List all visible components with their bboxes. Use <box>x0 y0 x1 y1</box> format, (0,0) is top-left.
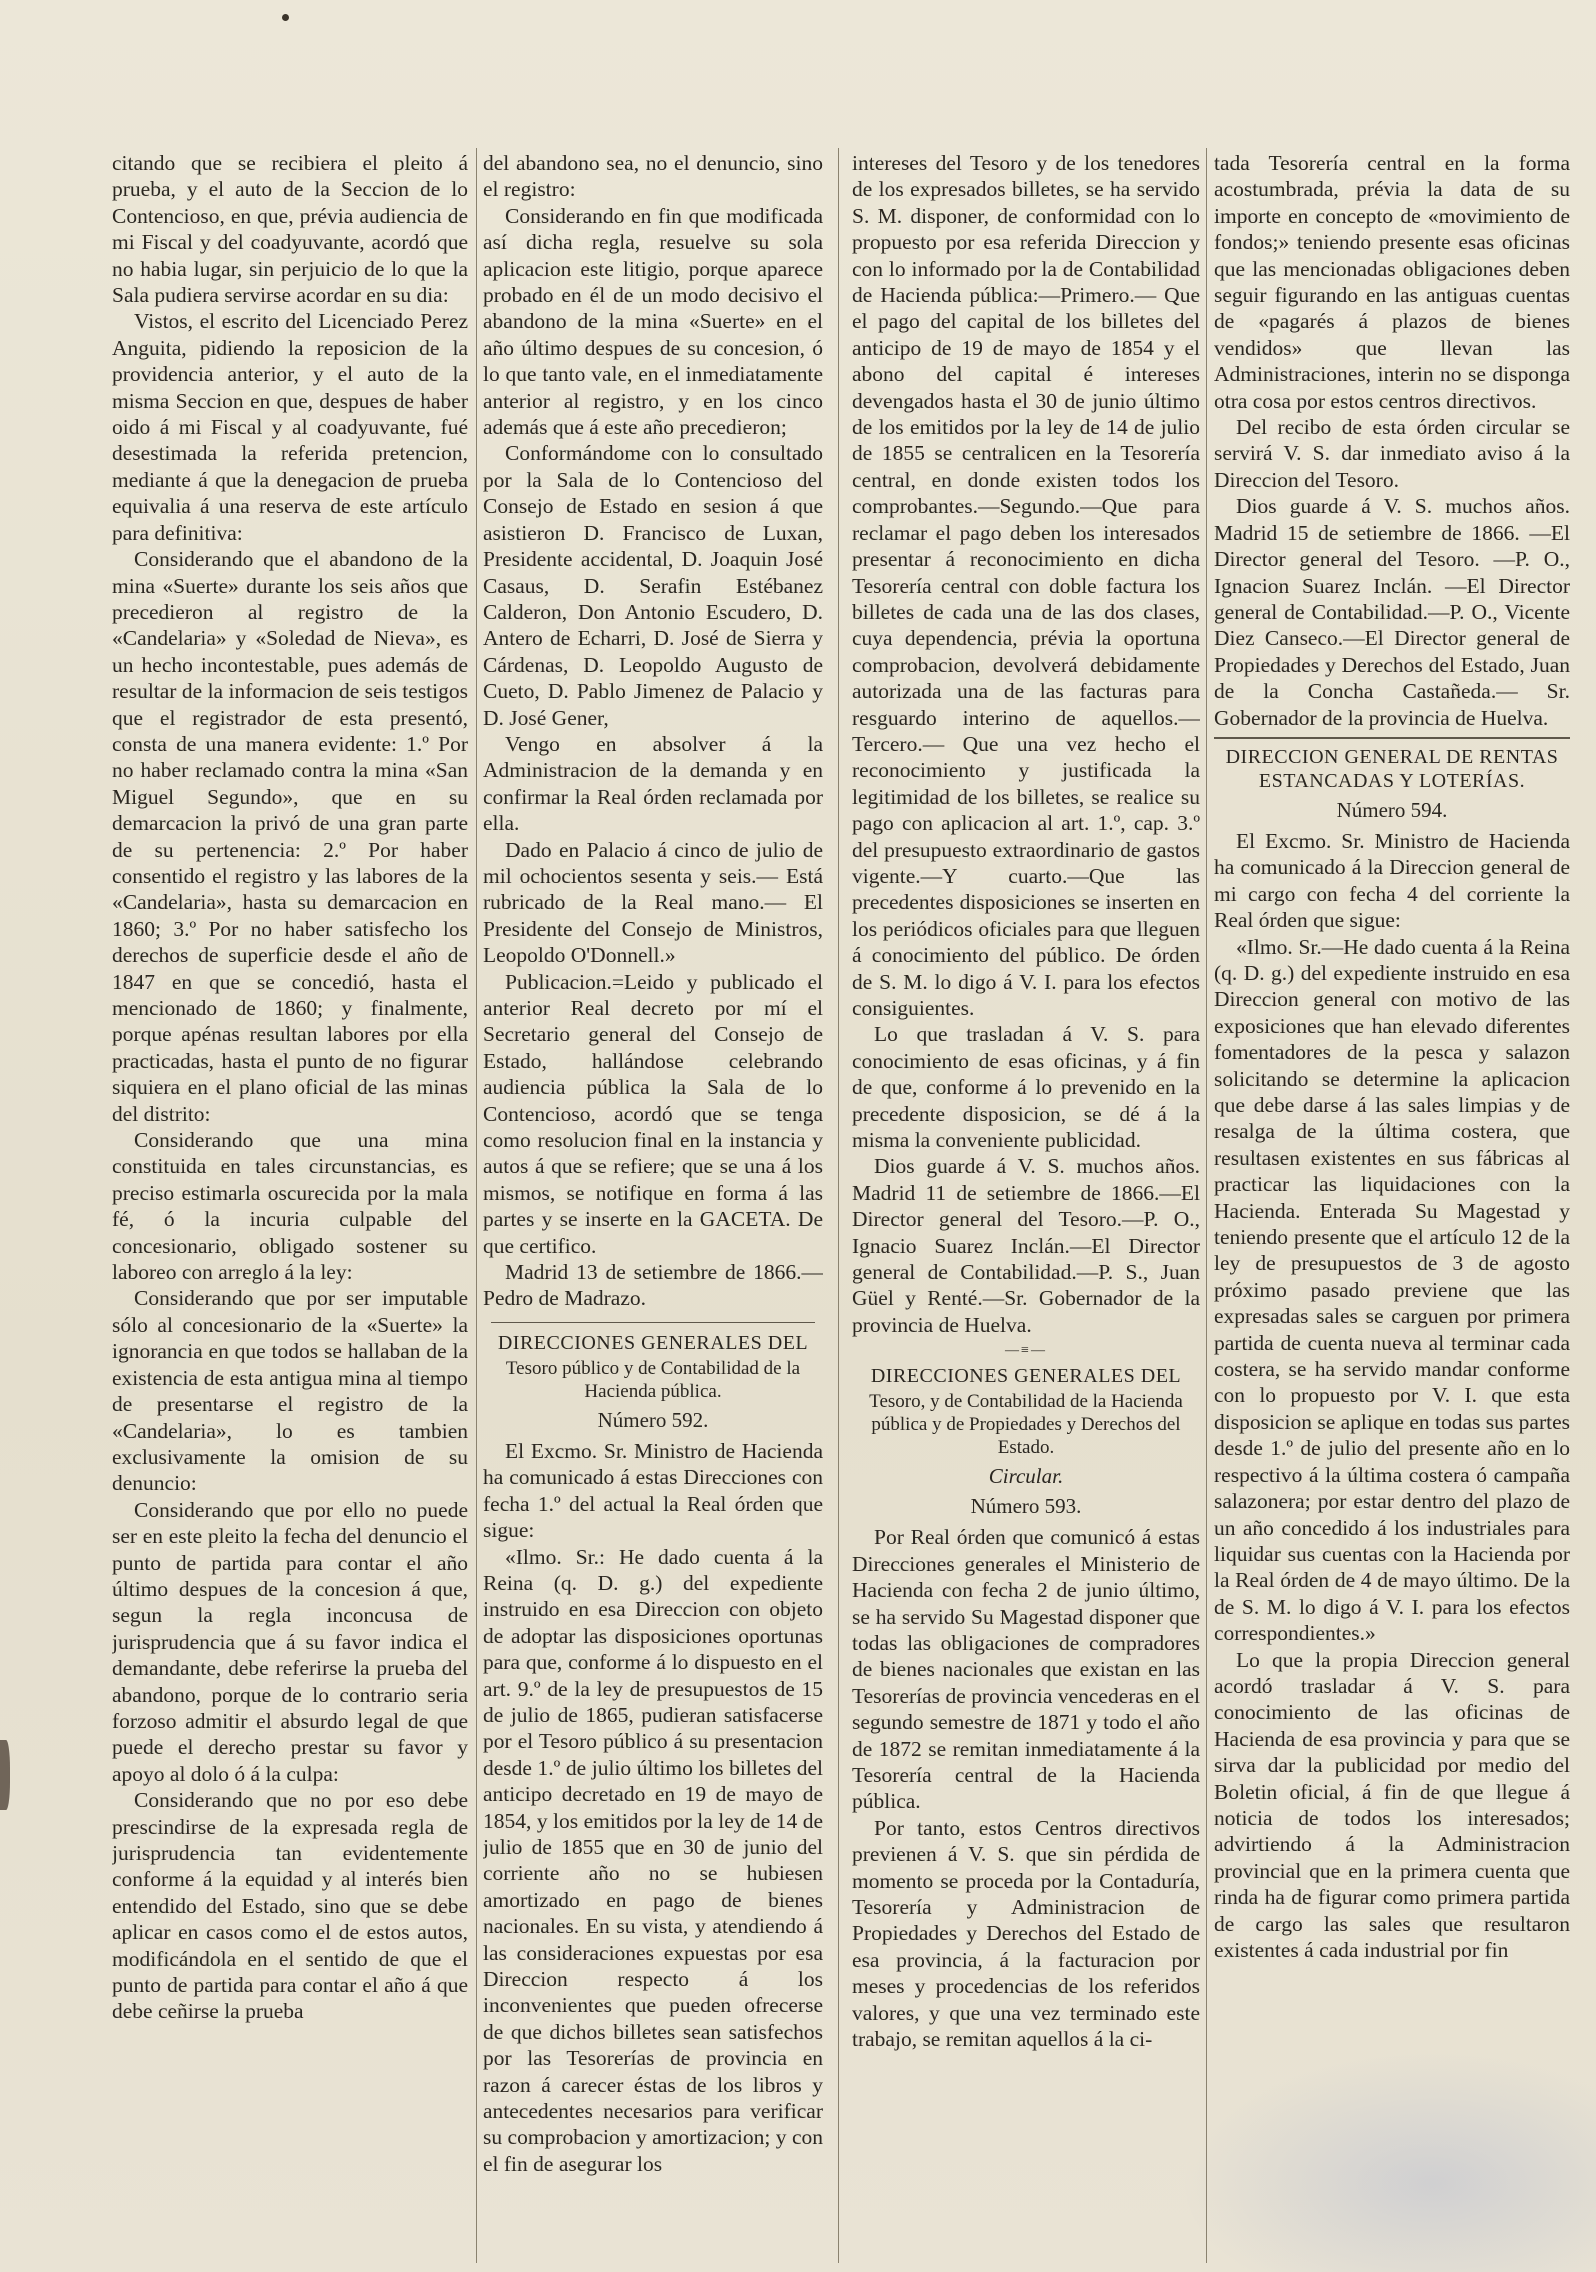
section-divider <box>491 1322 815 1323</box>
paragraph: Dado en Palacio á cinco de julio de mil ochocientos sesenta y seis.— Está rubricado de la Real mano.— El Presidente del Consejo de Ministros, Leopoldo O'Donnell.» <box>483 837 823 968</box>
paragraph: El Excmo. Sr. Ministro de Hacienda ha comunicado á estas Direcciones con fecha 1.º del actual la Real órden que sigue: <box>483 1438 823 1543</box>
paragraph: Considerando que por ello no puede ser en este pleito la fecha del denuncio el punto de partida para contar el año último despues de la concesion á que, segun la regla inconcusa de jurisprudencia que á su favor indica el demandante, debe referirse la prueba del abandono, porque de lo contrario seria forzoso admitir el absurdo legal de que puede el derecho prestar su favor y apoyo al dolo ó á la culpa: <box>112 1497 468 1786</box>
paragraph: Lo que trasladan á V. S. para conocimiento de esas oficinas, y á fin de que, conforme á lo prevenido en la precedente disposicion, se dé á la misma la conveniente publicidad. <box>852 1022 1200 1153</box>
section-subheading: Tesoro público y de Contabilidad de la Hacienda pública. <box>505 1357 801 1402</box>
paragraph: Lo que la propia Direccion general acordó trasladar á V. S. para conocimiento de las oficinas de Hacienda de esa provincia y para que se sirva dar la publicidad por medio del Boletin oficial, á fin de que llegue á noticia de todos los interesados; advirtiendo á la Administracion provincial que en la primera cuenta que rinda ha de figurar como primera partida de cargo las sales que resultaron existentes á cada industrial por fin <box>1214 1647 1570 1962</box>
paragraph: Considerando que no por eso debe prescindirse de la expresada regla de jurisprudencia tan evidentemente conforme á la equidad y al interés bien entendido del Estado, sino que se debe aplicar en casos como el de estos autos, modificándola en el sentido de que el punto de partida para contar el año á que debe ceñirse la prueba <box>112 1788 468 2024</box>
paragraph: El Excmo. Sr. Ministro de Hacienda ha comunicado á la Direccion general de mi cargo con fecha 4 del corriente la Real órden que sigue: <box>1214 828 1570 933</box>
section-subheading: Tesoro, y de Contabilidad de la Hacienda pública y de Propiedades y Derechos del Estado. <box>869 1391 1183 1459</box>
paragraph: del abandono sea, no el denuncio, sino el registro: <box>483 151 823 202</box>
section-heading: DIRECCION GENERAL DE RENTAS ESTANCADAS Y LOTERÍAS. <box>1225 745 1559 792</box>
section-divider <box>1214 737 1570 739</box>
column-2 <box>483 150 823 2265</box>
blue-stain <box>1180 2050 1596 2272</box>
paragraph: Considerando en fin que modificada así dicha regla, resuelve su sola aplicacion este litigio, porque aparece probado en él de un modo decisivo el abandono de la mina «Suerte» en el año último despues de su concesion, ó lo que tanto vale, en el inmediatamente anterior al registro, y en los cinco además que á este año precedieron; <box>483 203 823 440</box>
paragraph: Por tanto, estos Centros directivos previenen á V. S. que sin pérdida de momento se proceda por la Contaduría, Tesorería y Administracion de Propiedades y Derechos del Estado de esa provincia, á la facturacion por meses y procedencias de los referidos valores, y que una vez terminado este trabajo, se remitan aquellos á la ci- <box>852 1815 1200 2051</box>
paragraph: Dios guarde á V. S. muchos años. Madrid 15 de setiembre de 1866. —El Director general del Tesoro. —P. O., Ignacion Suarez Inclán. —El Director general de Contabilidad.—P. O., Vicente Diez Canseco.—El Director general de Propiedades y Derechos del Estado, Juan de la Concha Castañeda.— Sr. Gobernador de la provincia de Huelva. <box>1214 494 1570 730</box>
paragraph: Por Real órden que comunicó á estas Direcciones generales el Ministerio de Hacienda con fecha 2 de junio último, se ha servido Su Magestad disponer que todas las obligaciones de compradores de bienes nacionales que existan en las Tesorerías de provincia vencederas en el segundo semestre de 1871 y todo el año de 1872 se remitan inmediatamente á la Tesorería central de la Hacienda pública. <box>852 1525 1200 1814</box>
paragraph: citando que se recibiera el pleito á prueba, y el auto de la Seccion de lo Contencioso, en que, prévia audiencia de mi Fiscal y del coadyuvante, acordó que no habia lugar, sin perjuicio de lo que la Sala pudiera servirse acordar en su dia: <box>112 151 468 308</box>
paragraph: Del recibo de esta órden circular se servirá V. S. dar inmediato aviso á la Direccion del Tesoro. <box>1214 415 1570 492</box>
paragraph: Considerando que una mina constituida en tales circunstancias, es preciso estimarla oscurecida por la mala fé, ó la incuria culpable del concesionario, obligado sostener su laboreo con arreglo á la ley: <box>112 1128 468 1285</box>
paragraph: intereses del Tesoro y de los tenedores de los expresados billetes, se ha servido S. M. disponer, de conformidad con lo propuesto por esa referida Direccion y con lo informado por la de Contabilidad de Hacienda pública:—Primero.— Que el pago del capital de los billetes del anticipo de 19 de mayo de 1854 y el abono del capital é intereses devengados hasta el 30 de junio último de los emitidos por la ley de 14 de julio de 1855 se centralicen en la Tesorería central, en donde existen todos los comprobantes.—Segundo.—Que para reclamar el pago deben los interesados presentar á reconocimiento en dicha Tesorería central con doble factura los billetes de cada una de las dos clases, cuya dependencia, prévia la oportuna comprobacion, devolverá debidamente autorizada una de las facturas para resguardo interino de aquellos.—Tercero.— Que una vez hecho el reconocimiento y justificada la legitimidad de los billetes, se realice su pago con aplicacion al art. 1.º, cap. 3.º del presupuesto extraordinario de gastos vigente.—Y cuarto.—Que las precedentes disposiciones se inserten en los periódicos oficiales para que lleguen á conocimiento del público. De órden de S. M. lo digo á V. I. para los efectos consiguientes. <box>852 151 1200 1020</box>
column-1 <box>112 150 468 2265</box>
column-rule <box>476 148 477 2263</box>
ink-speck <box>282 14 289 21</box>
paragraph: «Ilmo. Sr.: He dado cuenta á la Reina (q. D. g.) del expediente instruido en esa Direccion con objeto de adoptar las disposiciones oportunas para que, conforme á lo dispuesto en el art. 9.º de la ley de presupuestos de 15 de julio de 1865, pudieran satisfacerse por el Tesoro público á su presentacion desde 1.º de julio último los billetes del anticipo decretado en 19 de mayo de 1854, y los emitidos por la ley de 14 de julio de 1855 que en 30 de junio del corriente año no se hubiesen amortizado en pago de bienes nacionales. En su vista, y atendiendo á las consideraciones expuestas por esa Direccion respecto á los inconvenientes que pueden ofrecerse de que dichos billetes sean satisfechos por las Tesorerías de provincia en razon á carecer éstas de los libros y antecedentes necesarios para verificar su comprobacion y amortizacion; y con el fin de asegurar los <box>483 1544 823 2176</box>
ornament-divider: —≡— <box>1005 1343 1047 1359</box>
paragraph: Dios guarde á V. S. muchos años. Madrid 11 de setiembre de 1866.—El Director general del Tesoro.—P. O., Ignacio Suarez Inclán.—El Director general de Contabilidad.—P. S., Juan Güel y Renté.—Sr. Gobernador de la provincia de Huelva. <box>852 1154 1200 1337</box>
paragraph: tada Tesorería central en la forma acostumbrada, prévia la data de su importe en concepto de «movimiento de fondos;» teniendo presente esas oficinas que las mencionadas obligaciones deben seguir figurando en las antiguas cuentas de «pagarés á plazos de bienes vendidos» que llevan las Administraciones, interin no se disponga otra cosa por estos centros directivos. <box>1214 151 1570 413</box>
page-edge-mark <box>0 1740 10 1810</box>
column-rule <box>1206 148 1207 2263</box>
circular-label: Circular. <box>988 1464 1064 1489</box>
order-number: Número 593. <box>970 1494 1082 1519</box>
section-heading: DIRECCIONES GENERALES DEL <box>870 1365 1182 1388</box>
paragraph: Madrid 13 de setiembre de 1866.— Pedro de Madrazo. <box>483 1260 823 1311</box>
order-number: Número 592. <box>597 1407 709 1432</box>
paragraph: «Ilmo. Sr.—He dado cuenta á la Reina (q. D. g.) del expediente instruido en esa Direccion general con motivo de las exposiciones que han elevado diferentes fomentadores de la pesca y salazon solicitando se determine la aplicacion que debe darse á las sales limpias y de resalga de la última costera, que resultasen existentes en sus fábricas al practicar las liquidaciones con la Hacienda. Enterada Su Magestad y teniendo presente que el artículo 12 de la ley de presupuestos de 3 de agosto próximo pasado previene que las expresadas sales se carguen por primera partida de cuenta nueva al terminar cada costera, se ha servido mandar conforme con lo propuesto por V. I. que esta disposicion se aplique en todas sus partes desde 1.º de julio del presente año en lo respectivo á la última costera ó campaña salazonera; por estar dentro del plazo de un año concedido á los industriales para liquidar sus cuentas con la Hacienda por la Real órden de 4 de mayo último. De la de S. M. lo digo á V. I. para los efectos correspondientes.» <box>1214 934 1570 1646</box>
paragraph: Vengo en absolver á la Administracion de la demanda y en confirmar la Real órden reclamada por ella. <box>483 731 823 836</box>
paragraph: Publicacion.=Leido y publicado el anterior Real decreto por mí el Secretario general del Consejo de Estado, hallándose celebrando audiencia pública la Sala de lo Contencioso, acordó que se tenga como resolucion final en la instancia y autos á que se refiere; que se una á los mismos, se notifique en forma á las partes y se inserte en la GACETA. De que certifico. <box>483 969 823 1258</box>
paragraph: Conformándome con lo consultado por la Sala de lo Contencioso del Consejo de Estado en sesion á que asistieron D. Francisco de Luxan, Presidente accidental, D. Joaquin José Casaus, D. Serafin Estébanez Calderon, Don Antonio Escudero, D. Antero de Echarri, D. José de Sierra y Cárdenas, D. Leopoldo Augusto de Cueto, D. Pablo Jimenez de Palacio y D. José Gener, <box>483 441 823 730</box>
paragraph: Vistos, el escrito del Licenciado Perez Anguita, pidiendo la reposicion de la providencia anterior, y el auto de la misma Seccion en que, despues de haber oido á mi Fiscal y al coadyuvante, fué desestimada la referida pretencion, mediante á que la denegacion de prueba equivalia á una reserva de este artículo para definitiva: <box>112 309 468 545</box>
column-4 <box>1214 150 1570 2265</box>
section-heading: DIRECCIONES GENERALES DEL <box>497 1331 809 1354</box>
order-number: Número 594. <box>1336 797 1448 822</box>
column-3 <box>852 150 1200 2265</box>
paragraph: Considerando que el abandono de la mina «Suerte» durante los seis años que precedieron al registro de la «Candelaria» y «Soledad de Nieva», es un hecho incontestable, pues además de resultar de la informacion de seis testigos que el registrador de esta presentó, consta de una manera evidente: 1.º Por no haber reclamado contra la mina «San Miguel Segundo», que en su demarcacion la privó de una gran parte de su pertenencia: 2.º Por haber consentido el registro y las labores de la «Candelaria», hasta su demarcacion en 1860; 3.º Por no haber satisfecho los derechos de superficie desde el año de 1847 en que se concedió, hasta el mencionado de 1860; y finalmente, porque apénas resultan labores por ella practicadas, hasta el punto de no figurar siquiera en el plano oficial de las minas del distrito: <box>112 547 468 1126</box>
paragraph: Considerando que por ser imputable sólo al concesionario de la «Suerte» la ignorancia en que todos se hallaban de la existencia de esta antigua mina al tiempo de presentarse el registro de la «Candelaria», lo es tambien exclusivamente la omision de su denuncio: <box>112 1286 468 1496</box>
column-rule <box>838 148 839 2263</box>
